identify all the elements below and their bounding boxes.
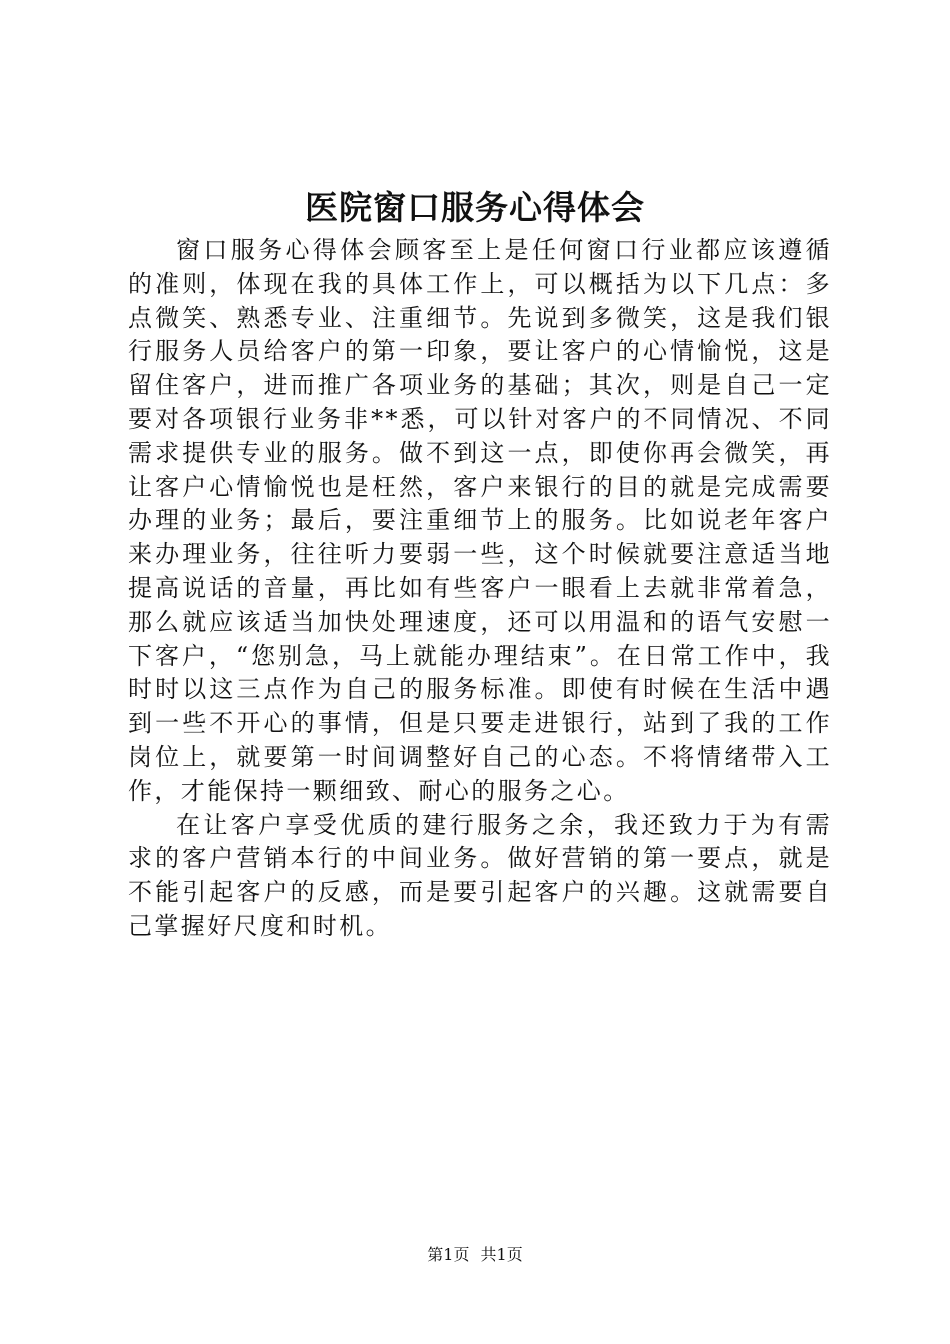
document-title: 医院窗口服务心得体会	[305, 188, 645, 227]
page-total: 共1页	[480, 1245, 523, 1264]
page-number: 第1页	[427, 1245, 470, 1264]
page-footer	[0, 1244, 950, 1266]
body-paragraph: 在让客户享受优质的建行服务之余，我还致力于为有需求的客户营销本行的中间业务。做好营销的第一要点，就是不能引起客户的反感，而是要引起客户的兴趣。这就需要自己掌握好尺度和时机。	[128, 810, 832, 940]
document-body	[128, 234, 832, 944]
body-paragraph: 窗口服务心得体会顾客至上是任何窗口行业都应该遵循的准则，体现在我的具体工作上，可以概括为以下几点：多点微笑、熟悉专业、注重细节。先说到多微笑，这是我们银行服务人员给客户的第一印象，要让客户的心情愉悦，这是留住客户，进而推广各项业务的基础；其次，则是自己一定要对各项银行业务非**悉，可以针对客户的不同情况、不同需求提供专业的服务。做不到这一点，即使你再会微笑，再让客户心情愉悦也是枉然，客户来银行的目的就是完成需要办理的业务；最后，要注重细节上的服务。比如说老年客户来办理业务，往往听力要弱一些，这个时候就要注意适当地提高说话的音量，再比如有些客户一眼看上去就非常着急，那么就应该适当加快处理速度，还可以用温和的语气安慰一下客户，“您别急，马上就能办理结束”。在日常工作中，我时时以这三点作为自己的服务标准。即使有时候在生活中遇到一些不开心的事情，但是只要走进银行，站到了我的工作岗位上，就要第一时间调整好自己的心态。不将情绪带入工作，才能保持一颗细致、耐心的服务之心。	[128, 236, 832, 805]
